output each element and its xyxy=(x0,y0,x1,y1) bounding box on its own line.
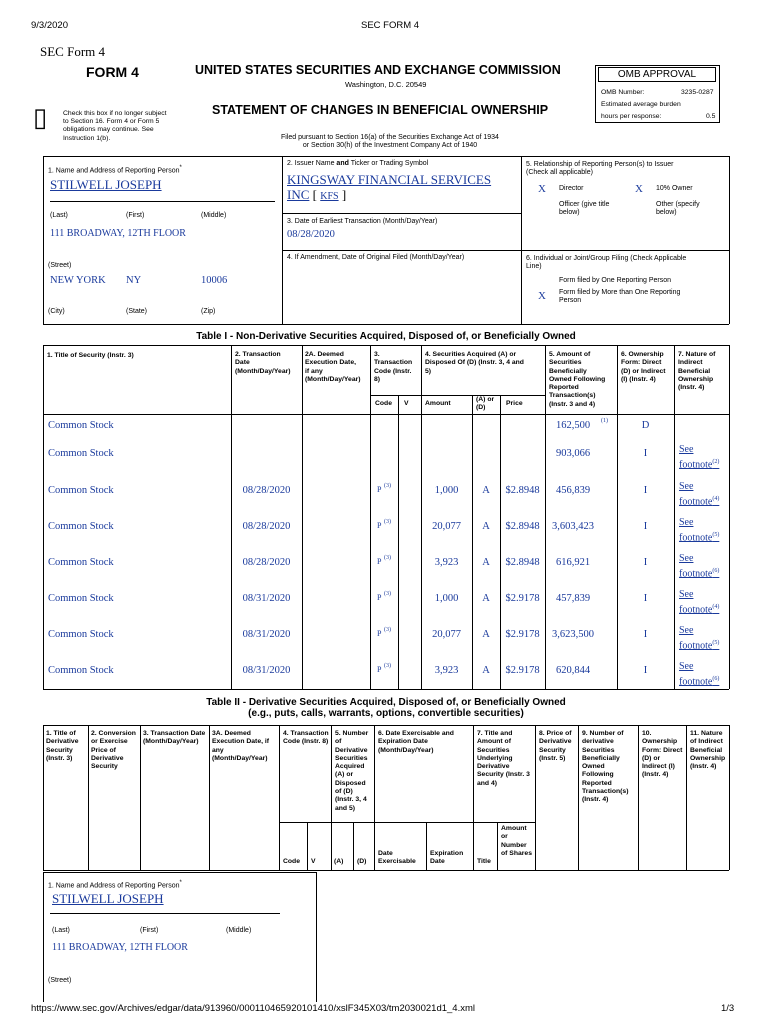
one-person-label: Form filed by One Reporting Person xyxy=(559,277,672,284)
security-title: Common Stock xyxy=(48,485,114,496)
t2-col-form: 10. Ownership Form: Direct (D) or Indirect (I) (Instr. 4) xyxy=(642,730,683,779)
relationship-label: 5. Relationship of Reporting Person(s) to Issuer (Check all applicable) xyxy=(526,161,674,177)
commission-location: Washington, D.C. 20549 xyxy=(345,80,427,89)
filing-label: 6. Individual or Joint/Group Filing (Check Applicable Line) xyxy=(526,255,687,271)
t1-sub-ad: (A) or (D) xyxy=(476,396,495,412)
t1-sub-price: Price xyxy=(506,400,523,407)
t1-col-code: 3. Transaction Code (Instr. 8) xyxy=(374,351,413,383)
t2-col-underlying: 7. Title and Amount of Securities Underlying Derivative Security (Instr. 3 and 4) xyxy=(477,730,530,787)
t2-sub-expiration: Expiration Date xyxy=(430,850,464,866)
price: $2.9178 xyxy=(505,629,540,640)
security-title: Common Stock xyxy=(48,593,114,604)
no-longer-subject-checkbox[interactable]: ▯ xyxy=(33,102,48,132)
acquired-disposed: A xyxy=(482,593,490,604)
t1-sub-amount: Amount xyxy=(425,400,451,407)
t2-col-nature: 11. Nature of Indirect Beneficial Ownership (Instr. 4) xyxy=(690,730,726,771)
director-mark[interactable]: X xyxy=(538,183,546,195)
print-title: SEC FORM 4 xyxy=(361,20,420,31)
ownership-form: I xyxy=(643,629,648,640)
t2-col-owned: 9. Number of derivative Securities Beneficially Owned Following Reported Transaction(s) (Instr. 4) xyxy=(582,730,629,804)
transaction-code: P xyxy=(377,521,382,530)
ten-percent-owner-label: 10% Owner xyxy=(656,185,693,192)
owned-footnote[interactable]: (1) xyxy=(601,418,608,424)
nature-footnote-link[interactable]: See footnote$^{(5)}$ xyxy=(679,625,720,652)
form-4-label: FORM 4 xyxy=(86,64,139,80)
amount: 20,077 xyxy=(432,521,461,532)
ownership-form: I xyxy=(643,521,648,532)
omb-hours-label: hours per response: xyxy=(601,113,662,120)
ownership-form: I xyxy=(643,448,648,459)
city-label: (City) xyxy=(48,308,65,315)
reporting-person-label: 1. Name and Address of Reporting Person* xyxy=(48,165,182,175)
transaction-date: 08/28/2020 xyxy=(242,521,291,532)
earliest-date-label: 3. Date of Earliest Transaction (Month/Day/Year) xyxy=(287,218,438,225)
reporting-person-2-street: 111 BROADWAY, 12TH FLOOR xyxy=(52,942,188,953)
owned-following: 3,603,423 xyxy=(552,521,594,532)
security-title: Common Stock xyxy=(48,420,114,431)
price: $2.8948 xyxy=(505,485,540,496)
director-label: Director xyxy=(559,185,584,192)
transaction-code: P xyxy=(377,665,382,674)
code-footnote[interactable]: (3) xyxy=(384,627,391,633)
officer-label: Officer (give title below) xyxy=(559,201,610,217)
owned-following: 457,839 xyxy=(555,593,591,604)
nature-footnote-link[interactable]: See footnote$^{(6)}$ xyxy=(679,553,720,580)
acquired-disposed: A xyxy=(482,521,490,532)
amount: 1,000 xyxy=(434,593,459,604)
statement-title: STATEMENT OF CHANGES IN BENEFICIAL OWNERSHIP xyxy=(212,103,549,117)
t2-sub-title: Title xyxy=(477,858,491,865)
other-label: Other (specify below) xyxy=(656,201,700,217)
t2-sub-exercisable: Date Exercisable xyxy=(378,850,416,866)
t2-col-number: 5. Number of Derivative Securities Acquired (A) or Disposed of (D) (Instr. 3, 4 and 5) xyxy=(335,730,369,812)
print-page-number: 1/3 xyxy=(721,1003,735,1014)
more-than-one-mark[interactable]: X xyxy=(538,290,546,302)
table1-title: Table I - Non-Derivative Securities Acquired, Disposed of, or Beneficially Owned xyxy=(196,331,576,342)
omb-number: 3235-0287 xyxy=(681,89,714,96)
t2-sub-v: V xyxy=(311,858,316,865)
amount: 3,923 xyxy=(434,557,459,568)
security-title: Common Stock xyxy=(48,629,114,640)
t1-col-deemed: 2A. Deemed Execution Date, if any (Month/Day/Year) xyxy=(305,351,361,383)
t2-sub-amount: Amount or Number of Shares xyxy=(501,825,532,857)
t2-col-code: 4. Transaction Code (Instr. 8) xyxy=(283,730,329,746)
t1-col-form: 6. Ownership Form: Direct (D) or Indirect (I) (Instr. 4) xyxy=(621,351,666,383)
nature-footnote-link[interactable]: See footnote$^{(2)}$ xyxy=(679,444,720,471)
reporting-person-city: NEW YORK xyxy=(50,275,106,286)
reporting-person-2-name[interactable]: STILWELL JOSEPH xyxy=(52,891,164,906)
acquired-disposed: A xyxy=(482,557,490,568)
t2-sub-code: Code xyxy=(283,858,300,865)
price: $2.9178 xyxy=(505,665,540,676)
transaction-date: 08/31/2020 xyxy=(242,593,291,604)
reporting-person-street: 111 BROADWAY, 12TH FLOOR xyxy=(50,228,186,239)
table2-title: Table II - Derivative Securities Acquired, Disposed of, or Beneficially Owned (e.g., puts, calls, warrants, options, convertible securities) xyxy=(206,697,566,719)
t1-sub-v: V xyxy=(404,400,409,407)
amount: 1,000 xyxy=(434,485,459,496)
reporting-person-2-label: 1. Name and Address of Reporting Person* xyxy=(48,880,182,890)
code-footnote[interactable]: (3) xyxy=(384,591,391,597)
t1-col-title: 1. Title of Security (Instr. 3) xyxy=(47,352,134,359)
omb-burden-label: Estimated average burden xyxy=(601,101,681,108)
t1-col-securities: 4. Securities Acquired (A) or Disposed Of (D) (Instr. 3, 4 and 5) xyxy=(425,351,524,375)
street-label: (Street) xyxy=(48,262,72,269)
first-label-2: (First) xyxy=(140,927,159,934)
owned-following: 162,500 xyxy=(555,420,591,431)
t2-sub-d: (D) xyxy=(357,858,367,865)
reporting-person-name[interactable]: STILWELL JOSEPH xyxy=(50,177,162,192)
ownership-form: D xyxy=(641,420,650,431)
security-title: Common Stock xyxy=(48,521,114,532)
t2-sub-a: (A) xyxy=(334,858,344,865)
transaction-date: 08/31/2020 xyxy=(242,665,291,676)
t2-col-exercisable: 6. Date Exercisable and Expiration Date (Month/Day/Year) xyxy=(378,730,454,754)
last-label-2: (Last) xyxy=(52,927,70,934)
acquired-disposed: A xyxy=(482,629,490,640)
transaction-date: 08/28/2020 xyxy=(242,485,291,496)
checkbox-instruction: Check this box if no longer subject to Section 16. Form 4 or Form 5 obligations may continue. See Instruction 1(b). xyxy=(63,110,167,142)
transaction-code: P xyxy=(377,593,382,602)
ownership-form: I xyxy=(643,593,648,604)
transaction-code: P xyxy=(377,485,382,494)
nature-footnote-link[interactable]: See footnote$^{(4)}$ xyxy=(679,589,720,616)
t2-col-title: 1. Title of Derivative Security (Instr. 3) xyxy=(46,730,79,762)
issuer-name[interactable]: KINGSWAY FINANCIAL SERVICES xyxy=(287,172,492,187)
security-title: Common Stock xyxy=(48,448,114,459)
street-label-2: (Street) xyxy=(48,977,72,984)
acquired-disposed: A xyxy=(482,485,490,496)
code-footnote[interactable]: (3) xyxy=(384,555,391,561)
middle-label-2: (Middle) xyxy=(226,927,252,934)
t1-col-nature: 7. Nature of Indirect Beneficial Ownership (Instr. 4) xyxy=(678,351,716,392)
transaction-date: 08/31/2020 xyxy=(242,629,291,640)
transaction-code: P xyxy=(377,557,382,566)
sec-form-label: SEC Form 4 xyxy=(40,44,106,59)
amount: 20,077 xyxy=(432,629,461,640)
zip-label: (Zip) xyxy=(201,308,216,315)
security-title: Common Stock xyxy=(48,665,114,676)
code-footnote[interactable]: (3) xyxy=(384,483,391,489)
state-label: (State) xyxy=(126,308,148,315)
ownership-form: I xyxy=(643,557,648,568)
commission-title: UNITED STATES SECURITIES AND EXCHANGE COMMISSION xyxy=(195,63,561,77)
omb-number-label: OMB Number: xyxy=(601,89,645,96)
transaction-date: 08/28/2020 xyxy=(242,557,291,568)
reporting-person-state: NY xyxy=(126,275,142,286)
t1-sub-code: Code xyxy=(375,400,392,407)
t1-col-owned: 5. Amount of Securities Beneficially Owned Following Reported Transaction(s) (Instr. 3 and 4) xyxy=(549,351,606,408)
issuer-ticker[interactable]: KFS xyxy=(320,191,339,202)
issuer-name-line-2: INC [ KFS ] xyxy=(287,187,347,202)
security-title: Common Stock xyxy=(48,557,114,568)
print-url[interactable]: https://www.sec.gov/Archives/edgar/data/913960/000110465920101410/xslF345X03/tm2030021d1_4.xml xyxy=(31,1003,475,1014)
owned-following: 620,844 xyxy=(555,665,591,676)
earliest-date: 08/28/2020 xyxy=(287,229,335,240)
code-footnote[interactable]: (3) xyxy=(384,519,391,525)
acquired-disposed: A xyxy=(482,665,490,676)
price: $2.9178 xyxy=(505,593,540,604)
omb-approval-title: OMB APPROVAL xyxy=(598,67,716,82)
nature-footnote-link[interactable]: See footnote$^{(5)}$ xyxy=(679,517,720,544)
nature-footnote-link[interactable]: See footnote$^{(4)}$ xyxy=(679,481,720,508)
transaction-code: P xyxy=(377,629,382,638)
owned-following: 903,066 xyxy=(555,448,591,459)
price: $2.8948 xyxy=(505,521,540,532)
amount: 3,923 xyxy=(434,665,459,676)
code-footnote[interactable]: (3) xyxy=(384,663,391,669)
middle-label: (Middle) xyxy=(201,212,227,219)
issuer-label: 2. Issuer Name and Ticker or Trading Symbol xyxy=(287,160,429,167)
t2-col-date: 3. Transaction Date (Month/Day/Year) xyxy=(143,730,206,746)
t1-col-date: 2. Transaction Date (Month/Day/Year) xyxy=(235,351,291,375)
ten-percent-owner-mark[interactable]: X xyxy=(635,183,643,195)
nature-footnote-link[interactable]: See footnote$^{(6)}$ xyxy=(679,661,720,688)
t2-col-deemed: 3A. Deemed Execution Date, if any (Month/Day/Year) xyxy=(212,730,270,762)
ownership-form: I xyxy=(643,665,648,676)
t2-col-price: 8. Price of Derivative Security (Instr. 5) xyxy=(539,730,572,762)
more-than-one-label: Form filed by More than One Reporting Person xyxy=(559,289,681,305)
print-date: 9/3/2020 xyxy=(31,20,68,31)
t2-col-conversion: 2. Conversion or Exercise Price of Derivative Security xyxy=(91,730,136,771)
omb-burden-hours: 0.5 xyxy=(706,113,716,120)
owned-following: 616,921 xyxy=(555,557,591,568)
reporting-person-zip: 10006 xyxy=(201,275,228,286)
filed-pursuant: Filed pursuant to Section 16(a) of the Securities Exchange Act of 1934 or Section 30(h) of the Investment Company Act of 1940 xyxy=(281,134,499,150)
ownership-form: I xyxy=(643,485,648,496)
owned-following: 3,623,500 xyxy=(552,629,594,640)
owned-following: 456,839 xyxy=(555,485,591,496)
price: $2.8948 xyxy=(505,557,540,568)
first-label: (First) xyxy=(126,212,145,219)
last-label: (Last) xyxy=(50,212,68,219)
amendment-label: 4. If Amendment, Date of Original Filed (Month/Day/Year) xyxy=(287,254,465,261)
